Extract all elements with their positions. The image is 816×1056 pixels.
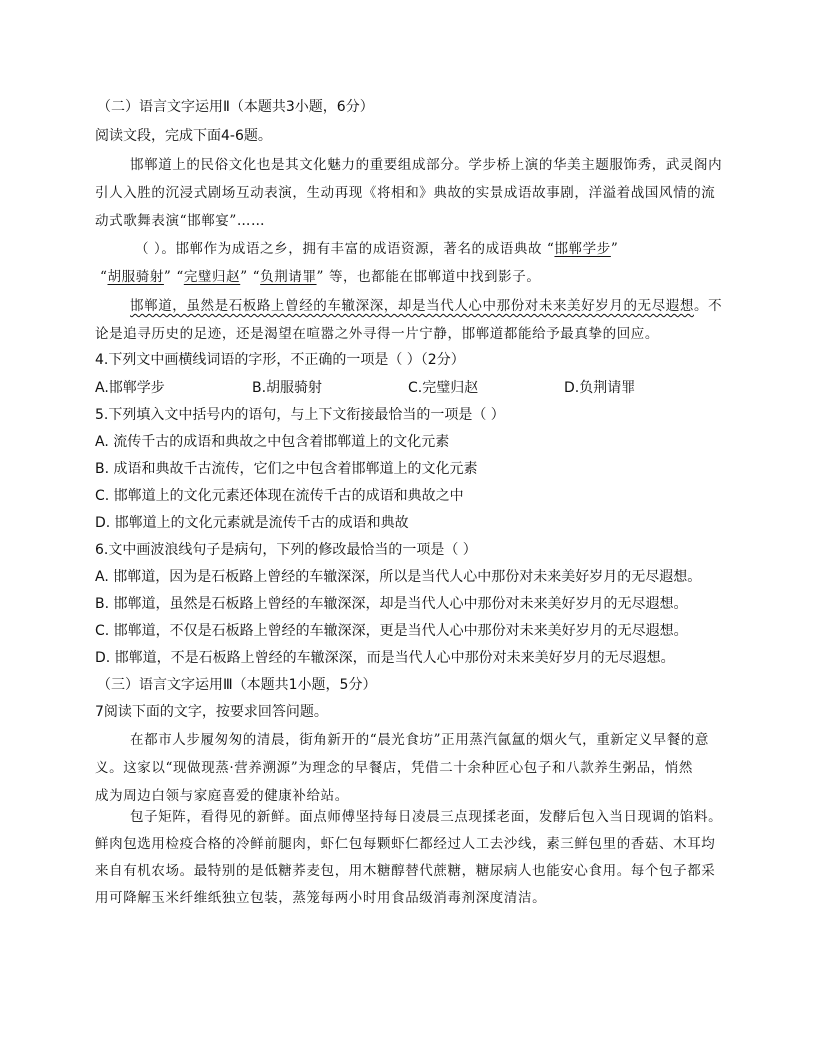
- section2-heading: （二）语言文字运用Ⅱ（本题共3小题，6分）: [97, 99, 374, 115]
- passage-line: 用可降解玉米纤维纸独立包装，蒸笼每两小时用食品级消毒剂深度清洁。: [95, 890, 547, 906]
- option-d[interactable]: D. 邯郸道上的文化元素就是流传千古的成语和典故: [95, 515, 409, 531]
- passage-line: 鲜肉包选用检疫合格的冷鲜前腿肉，虾仁包每颗虾仁都经过人工去沙线，素三鲜包里的香菇、木耳均: [95, 836, 716, 852]
- passage-text: 。不: [694, 298, 723, 314]
- option-a[interactable]: A. 邯郸道，因为是石板路上曾经的车辙深深，所以是当代人心中那份对未来美好岁月的无尽遐想。: [95, 569, 702, 585]
- passage-line: [130, 296, 722, 316]
- section3-heading: （三）语言文字运用Ⅲ（本题共1小题，5分）: [97, 677, 377, 693]
- blank-sentence-text: （ ）。邯郸作为成语之乡，拥有丰富的成语资源，著名的成语典故 “: [135, 241, 555, 257]
- passage-line: 邯郸道上的民俗文化也是其文化魅力的重要组成部分。学步桥上演的华美主题服饰秀，武灵阁内: [130, 157, 723, 173]
- quote-mark: ” “: [163, 269, 184, 285]
- option-a[interactable]: A. 流传千古的成语和典故之中包含着邯郸道上的文化元素: [95, 434, 450, 450]
- option-c[interactable]: C.完璧归赵: [408, 380, 479, 396]
- passage-line: 来自有机农场。最特别的是低糖荞麦包，用木糖醇替代蔗糖，糖尿病人也能安心食用。每个包子都采: [95, 863, 716, 879]
- quote-mark: ” “: [240, 269, 261, 285]
- passage-line: [100, 267, 540, 287]
- passage-line: 包子矩阵，看得见的新鲜。面点师傅坚持每日凌晨三点现揉老面，发酵后包入当日现调的馅料。: [130, 809, 723, 825]
- passage-line: 引人入胜的沉浸式剧场互动表演，生动再现《将相和》典故的实景成语故事剧，洋溢着战国风情的流: [95, 185, 716, 201]
- passage-text: ” 等，也都能在邯郸道中找到影子。: [316, 269, 541, 285]
- underlined-idiom: 负荆请罪: [260, 269, 317, 285]
- underlined-idiom: 胡服骑射: [107, 269, 164, 285]
- option-a[interactable]: A.邯郸学步: [95, 380, 165, 396]
- option-c[interactable]: C. 邯郸道，不仅是石板路上曾经的车辙深深，更是当代人心中那份对未来美好岁月的无尽遐想。: [95, 623, 688, 639]
- quote-mark: ”: [610, 241, 619, 257]
- underlined-idiom: 完璧归赵: [183, 269, 241, 285]
- passage-line: 动式歌舞表演“邯郸宴”……: [95, 213, 266, 229]
- option-b[interactable]: B. 邯郸道，虽然是石板路上曾经的车辙深深，却是当代人心中那份对未来美好岁月的无尽遐想。: [95, 596, 688, 612]
- underlined-idiom: 邯郸学步: [554, 241, 611, 257]
- passage-line: 论是追寻历史的足迹，还是渴望在喧嚣之外寻得一片宁静，邯郸道都能给予最真挚的回应。: [95, 326, 659, 342]
- quote-mark: “: [100, 269, 108, 285]
- passage-line: 成为周边白领与家庭喜爱的健康补给站。: [95, 788, 349, 804]
- option-c[interactable]: C. 邯郸道上的文化元素还体现在流传千古的成语和典故之中: [95, 488, 464, 504]
- passage-line: [135, 239, 618, 259]
- option-d[interactable]: D. 邯郸道，不是石板路上曾经的车辙深深，而是当代人心中那份对未来美好岁月的无尽遐想。: [95, 650, 675, 666]
- option-b[interactable]: B. 成语和典故千古流传，它们之中包含着邯郸道上的文化元素: [95, 461, 478, 477]
- passage-line: 义。这家以“现做现蒸·营养溯源”为理念的早餐店，凭借二十余种匠心包子和八款养生粥品，悄然: [95, 760, 693, 776]
- option-d[interactable]: D.负荆请罪: [564, 380, 636, 396]
- question-stem: 5.下列填入文中括号内的语句，与上下文衔接最恰当的一项是（ ）: [95, 407, 505, 423]
- question-7-stem: 7阅读下面的文字，按要求回答问题。: [95, 704, 328, 720]
- section2-instruction: 阅读文段，完成下面4-6题。: [95, 128, 272, 144]
- option-b[interactable]: B.胡服骑射: [252, 380, 323, 396]
- question-stem: 6.文中画波浪线句子是病句，下列的修改最恰当的一项是（ ）: [95, 542, 477, 558]
- question-stem: 4.下列文中画横线词语的字形，不正确的一项是（ ）（2分）: [95, 352, 465, 368]
- passage-line: 在都市人步履匆匆的清晨，街角新开的“晨光食坊”正用蒸汽氤氲的烟火气，重新定义早餐的意: [130, 732, 710, 748]
- wavy-underlined-sentence: 邯郸道，虽然是石板路上曾经的车辙深深，却是当代人心中那份对未来美好岁月的无尽遐想: [130, 298, 694, 314]
